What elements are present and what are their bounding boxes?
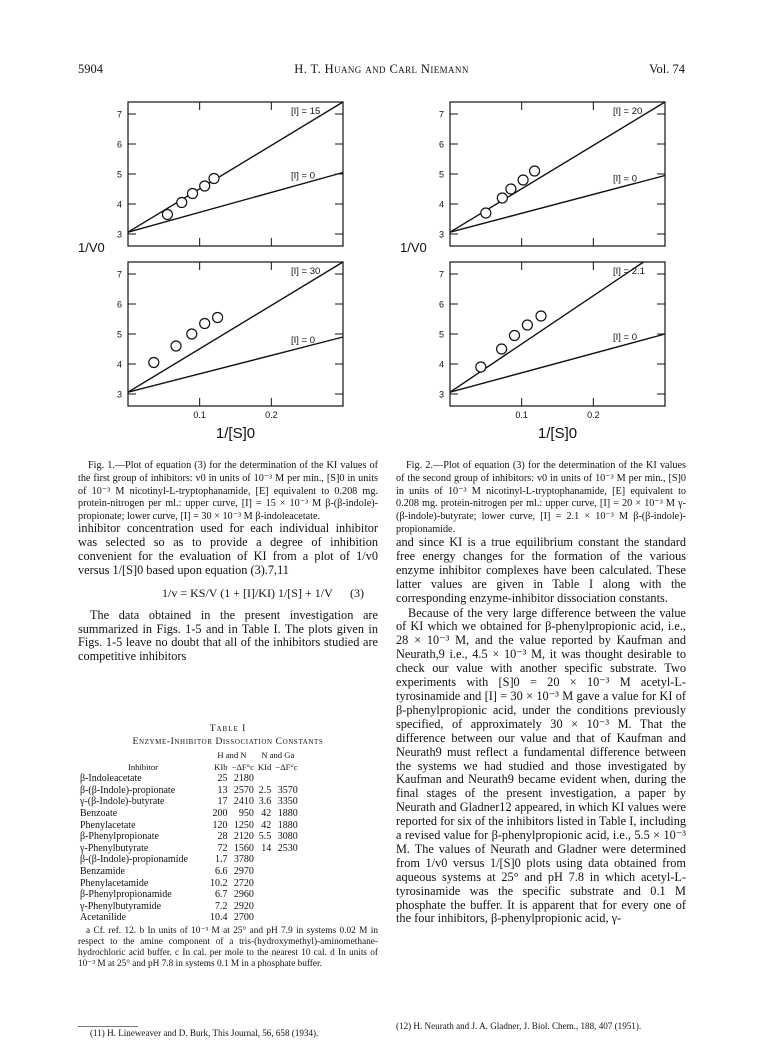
- table-cell: 3350: [277, 796, 298, 808]
- equation-number: (3): [350, 585, 364, 600]
- data-point: [149, 358, 159, 368]
- data-point: [530, 166, 540, 176]
- y-tick-label: 3: [116, 389, 122, 400]
- series-line: [128, 102, 343, 232]
- table-cell: 2570: [233, 784, 254, 796]
- table-cell: 2920: [233, 900, 254, 912]
- x-tick-label: 0.1: [515, 410, 528, 420]
- table-cell: [256, 889, 273, 901]
- data-point: [481, 208, 491, 218]
- y-tick-label: 6: [116, 299, 122, 310]
- inhibitor-name-cell: Benzamide: [80, 865, 125, 877]
- table-column-header-row: [78, 762, 300, 774]
- table-grid: [78, 750, 300, 924]
- table-cell: 1.7: [215, 854, 228, 866]
- y-tick-label: 7: [116, 109, 122, 120]
- running-header: [0, 62, 763, 80]
- table-cell: 25: [217, 773, 228, 785]
- column-header: Inhibitor: [127, 761, 159, 772]
- series-label: [I] = 2.1: [613, 266, 645, 277]
- x-tick-label: 0.2: [587, 410, 600, 420]
- inhibitor-name-cell: γ-Phenylbutyrate: [80, 842, 149, 854]
- table-cell: [273, 773, 299, 785]
- table-cell: [256, 878, 273, 890]
- data-point: [522, 320, 532, 330]
- table-cell: 3570: [277, 784, 298, 796]
- table-group-header-row: [78, 750, 300, 762]
- table-cell: [256, 912, 273, 924]
- running-title: H. T. Huang and Carl Niemann: [294, 62, 469, 76]
- y-tick-label: 5: [438, 329, 444, 340]
- inhibitor-name-cell: β-Phenylpropionate: [80, 831, 159, 843]
- table-cell: 950: [238, 807, 254, 819]
- column-header: −ΔF°c: [231, 761, 254, 772]
- left-paragraph-1: inhibitor concentration used for each individual inhibitor was selected so as to provide a degree of inhibition convenient for the evaluation of KI from a plot of 1/v0 versus 1/[S]0 based upon equation (3).7,11: [78, 521, 378, 577]
- x-tick-label: 0.1: [193, 410, 206, 420]
- series-line: [128, 262, 343, 392]
- y-tick-label: 3: [438, 389, 444, 400]
- data-point: [188, 189, 198, 199]
- figure-1-chart: [76, 92, 376, 454]
- group-header-hn: H and N: [217, 750, 247, 760]
- table-row: [78, 808, 300, 820]
- series-label: [I] = 20: [613, 106, 643, 117]
- table-cell: 2410: [233, 796, 254, 808]
- y-tick-label: 4: [116, 199, 122, 210]
- y-tick-label: 4: [438, 359, 444, 370]
- inhibitor-name-cell: β-Phenylpropionamide: [80, 889, 172, 901]
- right-paragraph-2: Because of the very large difference between the value of KI which we obtained for β-phenylpropionic acid, i.e., 28 × 10⁻³ M, and the value reported by Kaufman and Neurath,9 i.e., 4.5 × 10⁻³ M, it was thought desirable to check our value with another specific substrate. Two experiments with [S]0 = 20 × 10⁻³ M acetyl-L-tyrosinamide and [I] = 30 × 10⁻³ M gave a value for KI of β-phenylpropionic acid, under the conditions previously specified, of approximately 30 × 10⁻³ M. That the difference between our value and that of Kaufman and Neurath9 must reflect a fundamental difference between the systems we had studied and those investigated by Kaufman and Neurath9 became evident when, during the final stages of the present investigation, a paper by Neurath and Gladner12 appeared, in which KI values were reported for six of the inhibitors listed in Table I, including a revised value for β-phenylpropionic acid, i.e., 5.5 × 10⁻³ M. The values of Neurath and Gladner were determined from 1/v0 versus 1/[S]0 plots using data obtained from aqueous systems at 25° and pH 7.8 in which acetyl-L-tyrosinamide was the specific substrate and 0.1 M phosphate the buffer. It is apparent that for every one of the four inhibitors, β-phenylpropionic acid, γ-: [396, 605, 686, 926]
- table-cell: 6.7: [215, 889, 228, 901]
- data-point: [518, 175, 528, 185]
- footnote-rule-left: [78, 1026, 138, 1027]
- right-column: [396, 536, 686, 927]
- y-axis-label: 1/V0: [78, 240, 105, 255]
- table-cell: 10.2: [210, 877, 228, 889]
- table-cell: [256, 773, 273, 785]
- table-row: [78, 796, 300, 808]
- series-line: [450, 262, 644, 392]
- table-cell: 6.6: [215, 865, 228, 877]
- inhibitor-name-cell: β-(β-Indole)-propionate: [80, 784, 176, 796]
- inhibitor-name-cell: γ-(β-Indole)-butyrate: [80, 796, 165, 808]
- table-row: [78, 912, 300, 924]
- group-header-ng: N and Ga: [261, 750, 295, 760]
- table-cell: 2120: [233, 831, 254, 843]
- table-cell: 2720: [233, 877, 254, 889]
- table-cell: 14: [261, 842, 272, 854]
- data-point: [200, 181, 210, 191]
- table-cell: [273, 901, 299, 913]
- inhibitor-name-cell: γ-Phenylbutyramide: [80, 900, 162, 912]
- column-header: KId: [257, 761, 272, 772]
- y-tick-label: 5: [116, 329, 122, 340]
- figure-2-caption: Fig. 2.—Plot of equation (3) for the determination of the KI values of the second group of inhibitors: v0 in units of 10⁻³ M per min., [S]0 in units of 10⁻³ M nicotinyl-L-tryptophanamide, [E] equivalent to 0.208 mg. protein-nitrogen per ml.: upper curve, [I] = 20 × 10⁻³ M γ-(β-indole)-butyrate; lower curve, [I] = 2.1 × 10⁻³ M β-(β-indole)-propionamide.: [396, 460, 686, 535]
- table-cell: 2960: [233, 889, 254, 901]
- table-cell: 120: [212, 819, 228, 831]
- series-label: [I] = 0: [613, 332, 638, 343]
- data-point: [213, 313, 223, 323]
- series-label: [I] = 30: [291, 266, 321, 277]
- table-row: [78, 878, 300, 890]
- left-paragraph-2: The data obtained in the present investigation are summarized in Figs. 1-5 and in Table I. The plots given in Figs. 1-5 leave no doubt that all of the inhibitors studied are competitive inhibitors: [78, 607, 378, 664]
- table-cell: 200: [212, 807, 228, 819]
- table-cell: 28: [217, 831, 228, 843]
- y-axis-label: 1/V0: [400, 240, 427, 255]
- table-cell: 1880: [277, 807, 298, 819]
- x-tick-label: 0.2: [265, 410, 278, 420]
- y-tick-label: 3: [438, 229, 444, 240]
- data-point: [200, 319, 210, 329]
- table-cell: [273, 912, 299, 924]
- table-row: [78, 866, 300, 878]
- figure-2-chart: [398, 92, 688, 454]
- y-tick-label: 5: [438, 169, 444, 180]
- x-axis-label: 1/[S]0: [215, 425, 256, 442]
- table-row: [78, 843, 300, 855]
- series-label: [I] = 0: [291, 170, 316, 182]
- data-point: [536, 311, 546, 321]
- table-footnote: a Cf. ref. 12. b In units of 10⁻³ M at 25° and pH 7.9 in systems 0.02 M in respect to the amine component of a tris-(hydroxymethyl)-aminomethane-hydrochloric acid buffer. c In cal. per mole to the nearest 10 cal. d In units of 10⁻³ M at 25° and pH 7.8 in systems 0.1 M in a phosphate buffer.: [78, 925, 378, 969]
- y-tick-label: 6: [438, 299, 444, 310]
- right-paragraph-1: and since KI is a true equilibrium constant the standard free energy changes for the formation of the various enzyme inhibitor complexes have been calculated. These latter values are given in Table I along with the corresponding enzyme-inhibitor dissociation constants.: [396, 535, 686, 605]
- y-tick-label: 4: [116, 359, 122, 370]
- y-tick-label: 3: [116, 229, 122, 240]
- page-number: 5904: [78, 62, 103, 76]
- table-cell: 3080: [277, 831, 298, 843]
- table-cell: 17: [217, 796, 228, 808]
- y-tick-label: 7: [438, 109, 444, 120]
- series-label: [I] = 15: [291, 106, 321, 117]
- y-tick-label: 5: [116, 169, 122, 180]
- data-point: [171, 341, 181, 351]
- inhibitor-name-cell: Acetanilide: [80, 912, 127, 924]
- data-point: [510, 331, 520, 341]
- x-axis-label: 1/[S]0: [537, 425, 578, 442]
- series-label: [I] = 0: [613, 173, 638, 185]
- table-cell: 2530: [277, 842, 298, 854]
- table-cell: 1250: [233, 819, 254, 831]
- table-1: [78, 724, 378, 970]
- inhibitor-name-cell: Phenylacetate: [80, 819, 136, 831]
- figure-1-caption: Fig. 1.—Plot of equation (3) for the determination of the KI values of the first group of inhibitors: v0 in units of 10⁻³ M per min., [S]0 in units of 10⁻³ M nicotinyl-L-tryptophanamide, [E] equivalent to 0.208 mg. protein-nitrogen per ml.: upper curve, [I] = 15 × 10⁻³ M β-(β-indole)-propionate; lower curve, [I] = 30 × 10⁻³ M β-indoleacetate.: [78, 460, 378, 523]
- data-point: [187, 329, 197, 339]
- data-point: [497, 193, 507, 203]
- table-cell: 72: [217, 842, 228, 854]
- table-cell: [273, 878, 299, 890]
- left-column: [78, 522, 378, 665]
- y-tick-label: 4: [438, 199, 444, 210]
- table-cell: 13: [217, 784, 228, 796]
- data-point: [162, 210, 172, 220]
- y-tick-label: 7: [438, 269, 444, 280]
- table-cell: 1560: [233, 842, 254, 854]
- table-cell: [273, 866, 299, 878]
- table-row: [78, 901, 300, 913]
- table-title: Table I: [209, 724, 247, 734]
- table-cell: [256, 866, 273, 878]
- inhibitor-name-cell: β-(β-Indole)-propionamide: [80, 854, 188, 866]
- table-cell: 2180: [233, 773, 254, 785]
- data-point: [497, 344, 507, 354]
- equation-3: [78, 579, 378, 609]
- data-point: [476, 362, 486, 372]
- column-header: KIb: [214, 761, 228, 772]
- table-cell: 3.6: [258, 796, 272, 808]
- reference-11: (11) H. Lineweaver and D. Burk, This Journal, 56, 658 (1934).: [90, 1028, 319, 1038]
- table-row: [78, 831, 300, 843]
- inhibitor-name-cell: β-Indoleacetate: [80, 773, 142, 785]
- data-point: [177, 198, 187, 208]
- y-tick-label: 7: [116, 269, 122, 280]
- volume-label: Vol. 74: [649, 62, 685, 76]
- table-cell: 1880: [277, 819, 298, 831]
- table-cell: [256, 854, 273, 866]
- table-cell: 7.2: [215, 900, 228, 912]
- equation-body: 1/v = KS/V (1 + [I]/KI) 1/[S] + 1/V: [162, 585, 333, 600]
- table-cell: [273, 889, 299, 901]
- table-cell: 3780: [233, 854, 254, 866]
- data-point: [506, 184, 516, 194]
- table-cell: 2970: [233, 865, 254, 877]
- inhibitor-name-cell: Phenylacetamide: [80, 877, 149, 889]
- data-point: [209, 174, 219, 184]
- table-cell: 42: [261, 807, 272, 819]
- series-label: [I] = 0: [291, 335, 316, 346]
- column-header: −ΔF°c: [275, 761, 298, 772]
- table-cell: 5.5: [258, 831, 272, 843]
- table-subtitle: Enzyme-Inhibitor Dissociation Constants: [132, 737, 324, 747]
- y-tick-label: 6: [438, 139, 444, 150]
- table-cell: 42: [261, 819, 272, 831]
- inhibitor-name-cell: Benzoate: [80, 807, 118, 819]
- table-row: [78, 785, 300, 797]
- table-row: [78, 854, 300, 866]
- table-row: [78, 773, 300, 785]
- table-cell: [256, 901, 273, 913]
- table-cell: 2700: [233, 912, 254, 924]
- table-cell: [273, 854, 299, 866]
- table-cell: 10.4: [210, 912, 228, 924]
- table-row: [78, 820, 300, 832]
- reference-12: (12) H. Neurath and J. A. Gladner, J. Biol. Chem., 188, 407 (1951).: [396, 1021, 642, 1031]
- table-cell: 2.5: [258, 784, 272, 796]
- table-row: [78, 889, 300, 901]
- y-tick-label: 6: [116, 139, 122, 150]
